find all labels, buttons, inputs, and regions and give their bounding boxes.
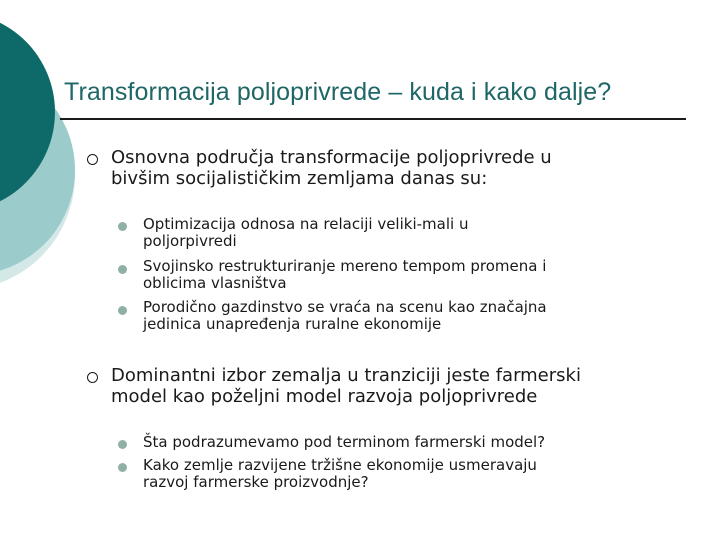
dot-bullet-icon <box>118 265 127 274</box>
dot-bullet-icon <box>118 440 127 449</box>
hollow-bullet-icon <box>87 372 98 383</box>
sub-item-2-2: Kako zemlje razvijene tržišne ekonomije usmeravaju razvoj farmerske proizvodnje? <box>143 456 537 491</box>
sub-item-1-3: Porodično gazdinstvo se vraća na scenu kao značajna jedinica unapređenja ruralne ekonomije <box>143 298 547 333</box>
slide-title: Transformacija poljoprivrede – kuda i kako dalje? <box>64 78 612 106</box>
sub-item-1-2: Svojinsko restrukturiranje mereno tempom promena i oblicima vlasništva <box>143 257 547 292</box>
sub-item-1-1: Optimizacija odnosa na relaciji veliki-mali u poljorpivredi <box>143 215 469 250</box>
bullet-item-2-text: Dominantni izbor zemalja u tranziciji jeste farmerski model kao poželjni model razvoja poljoprivrede <box>111 365 581 407</box>
hollow-bullet-icon <box>87 154 98 165</box>
title-divider <box>60 118 686 120</box>
bullet-item-1-text: Osnovna područja transformacije poljoprivrede u bivšim socijalističkim zemljama danas su: <box>111 147 552 189</box>
sub-item-2-1: Šta podrazumevamo pod terminom farmerski model? <box>143 433 546 451</box>
dot-bullet-icon <box>118 306 127 315</box>
dot-bullet-icon <box>118 222 127 231</box>
dot-bullet-icon <box>118 463 127 472</box>
